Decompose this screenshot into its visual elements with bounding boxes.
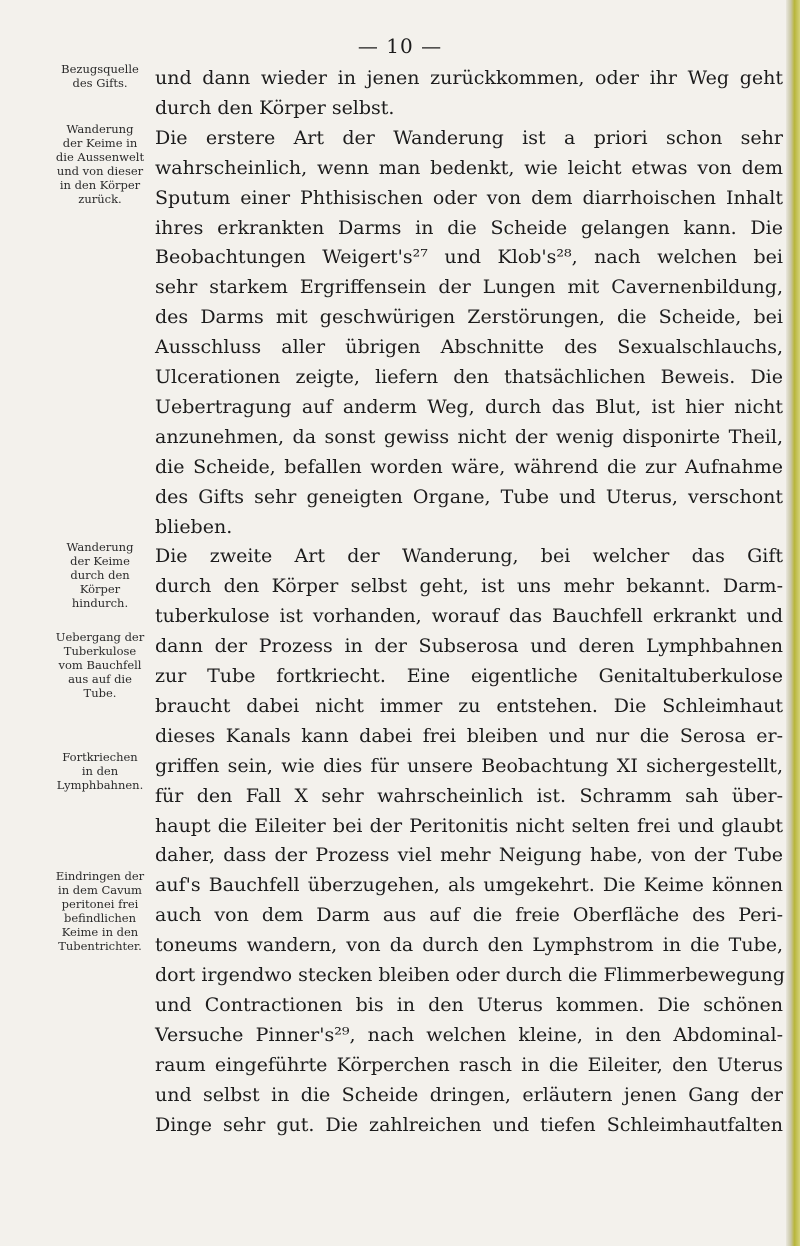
margin-note-line: durch den [70,568,130,583]
margin-note-line: hindurch. [71,596,129,611]
margin-note [47,750,153,792]
text-line: griffen sein, wie dies für unsere Beobachtung XI sichergestellt, [155,754,783,777]
text-line: des Gifts sehr geneigten Organe, Tube und Uterus, verschont [155,485,783,508]
margin-note-line: Körper [79,582,121,597]
text-line: haupt die Eileiter bei der Peritonitis nicht selten frei und glaubt [155,814,783,837]
text-line: auf's Bauchfell überzugehen, als umgekehrt. Die Keime können [155,874,783,897]
margin-note-line: Uebergang der [55,630,145,645]
text-line: Versuche Pinner's²⁹, nach welchen kleine, in den Abdominal- [155,1023,783,1046]
page-number: — 10 — [357,34,443,58]
text-line: daher, dass der Prozess viel mehr Neigung habe, von der Tube [155,844,783,867]
text-line: zur Tube fortkriecht. Eine eigentliche Genitaltuberkulose [155,665,783,687]
text-line: raum eingeführte Körperchen rasch in die Eileiter, den Uterus [155,1053,783,1076]
text-line: ihres erkrankten Darms in die Scheide gelangen kann. Die [155,216,783,239]
text-line: dann der Prozess in der Subserosa und deren Lymphbahnen [155,635,783,658]
margin-note [47,62,153,90]
margin-note [47,630,153,700]
margin-note-line: in den [81,763,119,778]
text-line: Uebertragung auf anderm Weg, durch das Blut, ist hier nicht [155,395,783,418]
text-line: blieben. [155,515,233,538]
text-line: wahrscheinlich, wenn man bedenkt, wie leicht etwas von dem [155,156,783,179]
margin-note-line: Tubentrichter. [58,939,142,954]
margin-note-line: Wanderung [66,540,134,555]
text-line: anzunehmen, da sonst gewiss nicht der wenig disponirte Theil, [155,425,783,448]
margin-note-line: in dem Cavum [58,883,142,898]
text-line: braucht dabei nicht immer zu entstehen. Die Schleimhaut [155,694,783,717]
page-edge [786,0,800,1246]
text-line: tuberkulose ist vorhanden, worauf das Bauchfell erkrankt und [155,605,783,628]
margin-note-line: der Keime [70,554,130,569]
margin-note-line: die Aussenwelt [55,149,145,164]
text-line: Beobachtungen Weigert's²⁷ und Klob's²⁸, nach welchen bei [155,246,783,269]
text-line: toneums wandern, von da durch den Lymphstrom in die Tube, [155,934,783,957]
text-line: Ausschluss aller übrigen Abschnitte des Sexualschlauchs, [155,336,783,359]
margin-note [47,122,153,206]
margin-note [47,540,153,610]
text-line: auch von dem Darm aus auf die freie Oberfläche des Peri- [155,904,783,927]
text-line: die Scheide, befallen worden wäre, während die zur Aufnahme [155,455,783,478]
text-line: Dinge sehr gut. Die zahlreichen und tiefen Schleimhautfalten [155,1113,783,1136]
text-line: durch den Körper selbst. [155,96,395,119]
text-line: und selbst in die Scheide dringen, erläutern jenen Gang der [155,1083,783,1106]
margin-note-line: aus auf die [68,672,132,687]
margin-note-line: befindlichen [63,911,137,926]
text-line: dort irgendwo stecken bleiben oder durch die Flimmerbewegung [155,964,785,986]
text-line: und dann wieder in jenen zurückkommen, oder ihr Weg geht [155,67,783,89]
margin-note-line: Tuberkulose [63,644,137,659]
margin-note-line: Bezugsquelle [61,62,139,76]
margin-note-line: Fortkriechen [62,749,138,764]
margin-note-line: des Gifts. [72,76,128,90]
text-line: und Contractionen bis in den Uterus kommen. Die schönen [155,993,783,1016]
margin-note-line: peritonei frei [61,897,139,912]
text-line: Ulcerationen zeigte, liefern den thatsächlichen Beweis. Die [155,366,783,388]
margin-note-line: in den Körper [59,177,141,192]
text-line: Die erstere Art der Wanderung ist a priori schon sehr [155,126,783,149]
text-line: für den Fall X sehr wahrscheinlich ist. Schramm sah über- [155,784,783,807]
margin-note-line: der Keime in [62,135,138,150]
text-line: sehr starkem Ergriffensein der Lungen mit Cavernenbildung, [155,276,783,299]
text-line: durch den Körper selbst geht, ist uns mehr bekannt. Darm- [155,575,783,598]
margin-note-line: vom Bauchfell [58,658,142,673]
margin-note-line: Eindringen der [55,869,145,884]
margin-note-line: zurück. [78,191,122,206]
margin-note-line: und von dieser [56,163,144,178]
margin-note [47,869,153,953]
text-line: des Darms mit geschwürigen Zerstörungen, die Scheide, bei [155,306,783,329]
text-line: dieses Kanals kann dabei frei bleiben und nur die Serosa er- [155,724,783,747]
text-line: Die zweite Art der Wanderung, bei welcher das Gift [155,545,783,568]
margin-note-line: Tube. [83,686,117,701]
margin-note-line: Wanderung [66,121,134,136]
text-line: Sputum einer Phthisischen oder von dem diarrhoischen Inhalt [155,186,783,209]
margin-note-line: Keime in den [61,925,139,940]
margin-note-line: Lymphbahnen. [56,777,144,792]
